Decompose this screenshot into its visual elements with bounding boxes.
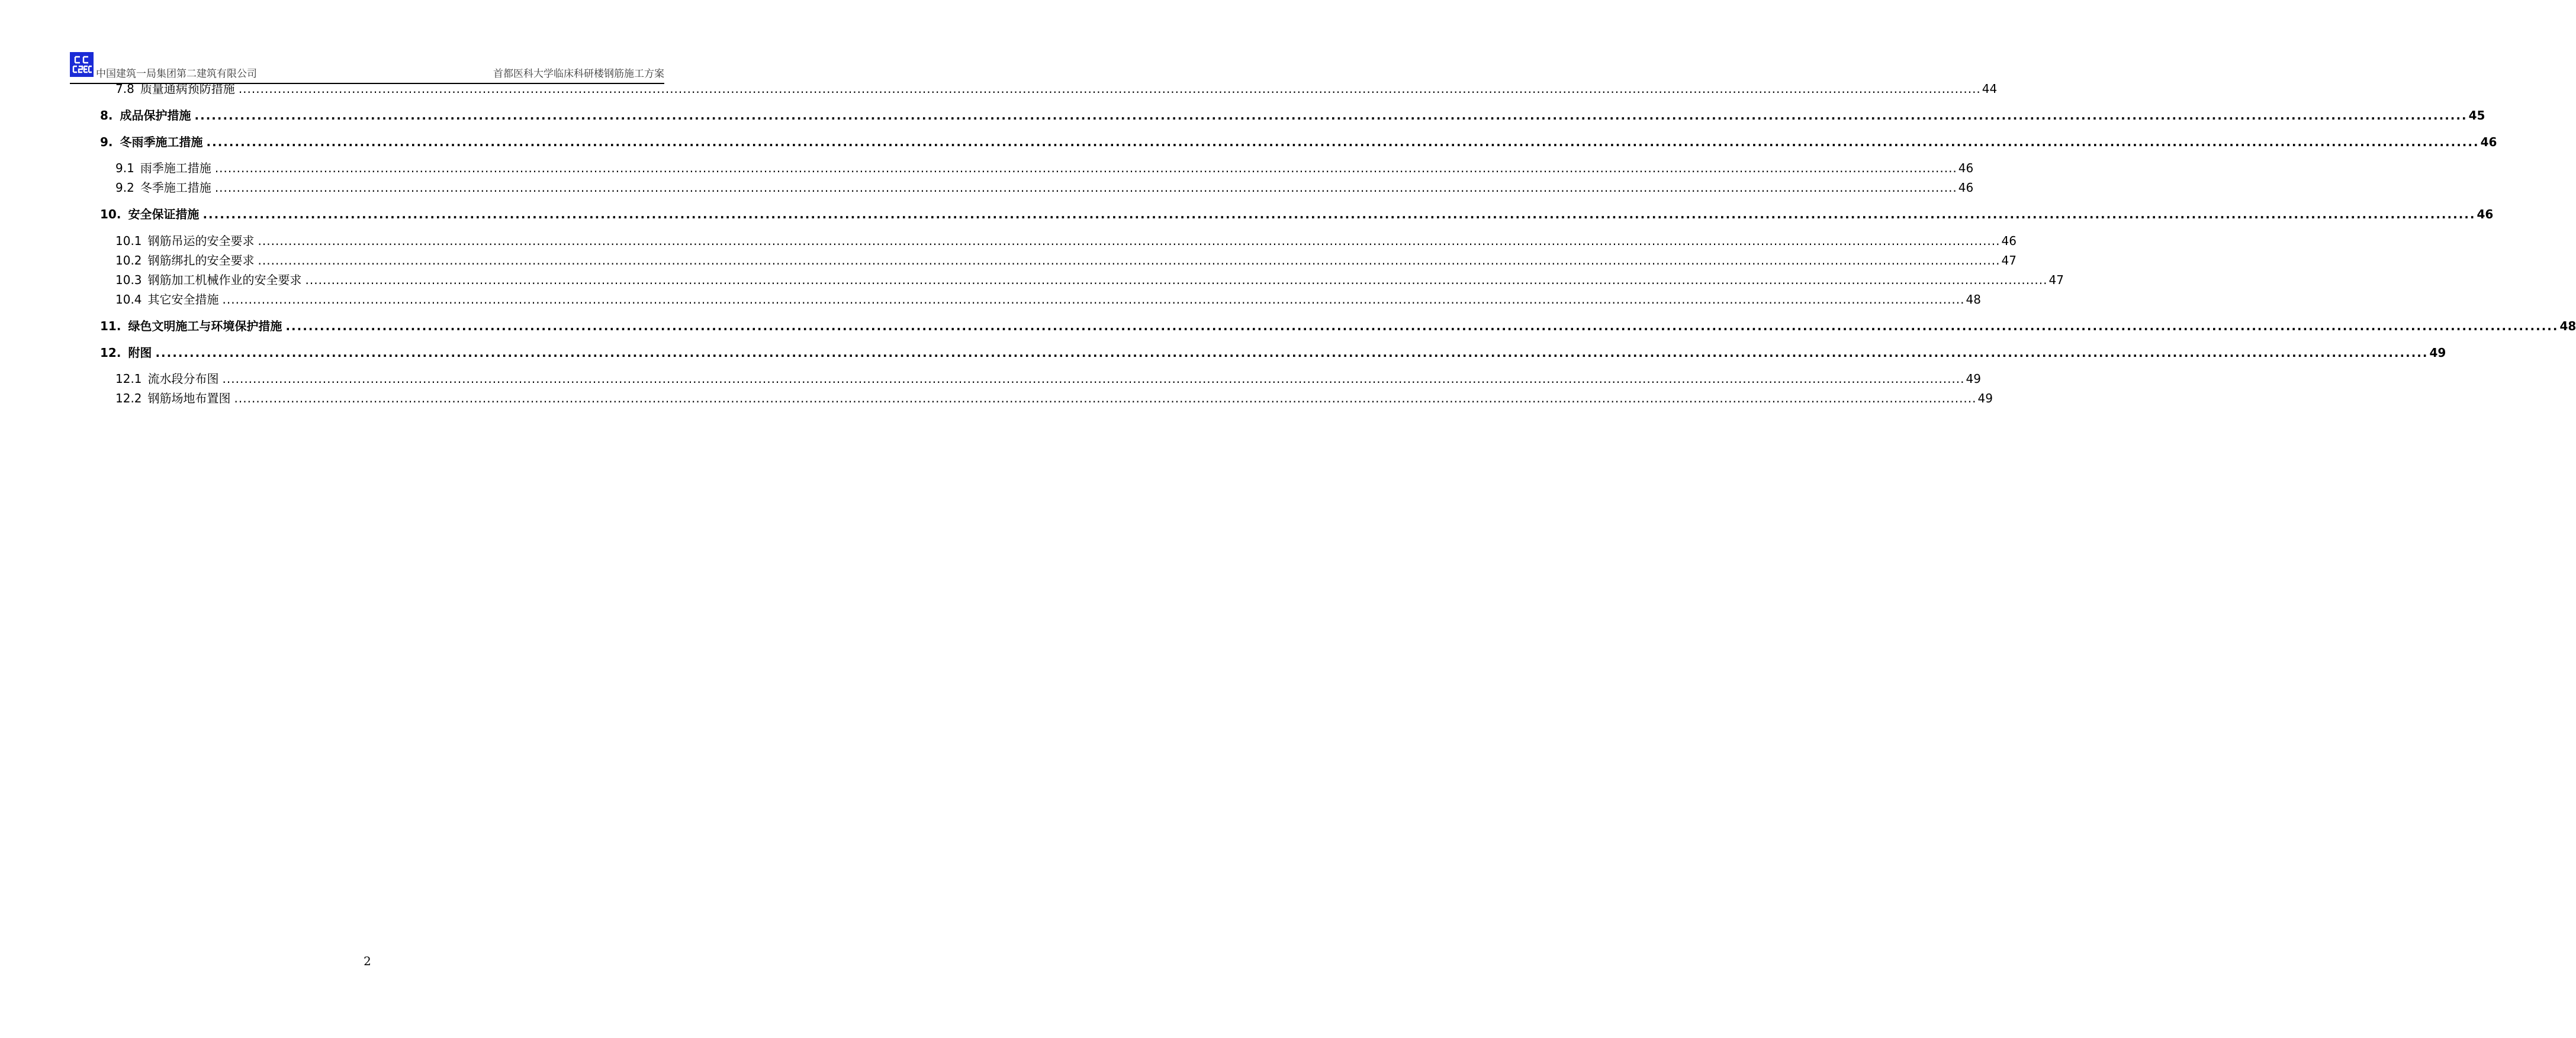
toc-entry-number: 9. xyxy=(100,135,113,149)
toc-entry-page: 48 xyxy=(1966,292,1981,307)
toc-dot-leader: ................................................................................................................................................................................................................................................................................................................................................................................................................ xyxy=(194,108,2468,123)
toc-dot-leader: ................................................................................................................................................................................................................................................................................................................................................................................................................ xyxy=(214,180,1957,195)
toc-entry-page: 48 xyxy=(2559,319,2576,333)
toc-entry-page: 46 xyxy=(2477,207,2494,221)
toc-entry-number: 10.3 xyxy=(115,273,142,287)
toc-entry-page: 49 xyxy=(1966,372,1981,386)
toc-entry[interactable] xyxy=(100,318,2576,334)
page-header xyxy=(70,52,664,84)
toc-entry[interactable] xyxy=(115,233,2017,249)
toc-entry-number: 12. xyxy=(100,346,121,360)
toc-entry[interactable] xyxy=(115,160,1974,176)
toc-dot-leader: ................................................................................................................................................................................................................................................................................................................................................................................................................ xyxy=(305,273,2048,287)
company-name: 中国建筑一局集团第二建筑有限公司 xyxy=(96,68,257,80)
toc-entry[interactable] xyxy=(100,107,2485,124)
toc-entry-title: 质量通病预防措施 xyxy=(140,82,235,96)
toc-entry-page: 47 xyxy=(2001,253,2017,267)
toc-dot-leader: ................................................................................................................................................................................................................................................................................................................................................................................................................ xyxy=(155,346,2429,360)
toc-dot-leader: ................................................................................................................................................................................................................................................................................................................................................................................................................ xyxy=(222,292,1965,307)
toc-entry[interactable] xyxy=(115,370,1981,387)
toc-dot-leader: ................................................................................................................................................................................................................................................................................................................................................................................................................ xyxy=(238,82,1981,96)
toc-dot-leader: ................................................................................................................................................................................................................................................................................................................................................................................................................ xyxy=(222,372,1965,386)
toc-entry-title: 钢筋绑扎的安全要求 xyxy=(147,253,255,267)
toc-dot-leader: ................................................................................................................................................................................................................................................................................................................................................................................................................ xyxy=(258,253,2001,267)
toc-entry-page: 44 xyxy=(1982,82,1998,96)
toc-entry[interactable] xyxy=(100,134,2497,150)
toc-entry-title: 附图 xyxy=(128,346,152,360)
toc-entry[interactable] xyxy=(100,344,2446,361)
page-number: 2 xyxy=(364,954,371,968)
toc-entry-number: 12.1 xyxy=(115,372,142,386)
toc-entry-title: 雨季施工措施 xyxy=(140,161,211,175)
toc-entry-page: 46 xyxy=(1958,180,1974,195)
toc-dot-leader: ................................................................................................................................................................................................................................................................................................................................................................................................................ xyxy=(214,161,1957,175)
toc-entry-page: 49 xyxy=(1977,391,1993,405)
toc-entry-title: 钢筋吊运的安全要求 xyxy=(147,234,255,248)
toc-entry-title: 流水段分布图 xyxy=(147,372,219,386)
toc-entry-title: 绿色文明施工与环境保护措施 xyxy=(128,319,282,333)
document-title: 首都医科大学临床科研楼钢筋施工方案 xyxy=(493,68,664,80)
toc-entry[interactable] xyxy=(115,390,1993,407)
toc-entry-title: 钢筋加工机械作业的安全要求 xyxy=(147,273,302,287)
toc-entry-number: 9.2 xyxy=(115,180,134,195)
toc-entry-page: 45 xyxy=(2468,108,2485,123)
toc-entry-title: 冬季施工措施 xyxy=(140,180,211,195)
toc-entry-number: 9.1 xyxy=(115,161,134,175)
toc-dot-leader: ................................................................................................................................................................................................................................................................................................................................................................................................................ xyxy=(258,234,2001,248)
toc-entry[interactable] xyxy=(115,179,1974,196)
toc-dot-leader: ................................................................................................................................................................................................................................................................................................................................................................................................................ xyxy=(206,135,2479,149)
toc-dot-leader: ................................................................................................................................................................................................................................................................................................................................................................................................................ xyxy=(285,319,2559,333)
toc-entry-title: 安全保证措施 xyxy=(128,207,200,221)
toc-entry-number: 7.8 xyxy=(115,82,134,96)
toc-entry-page: 46 xyxy=(2480,135,2497,149)
toc-entry-page: 46 xyxy=(1958,161,1974,175)
toc-entry-title: 其它安全措施 xyxy=(147,292,219,307)
toc-entry[interactable] xyxy=(115,291,1981,308)
toc-entry-number: 10.1 xyxy=(115,234,142,248)
toc-entry-title: 钢筋场地布置图 xyxy=(147,391,231,405)
toc-entry-title: 成品保护措施 xyxy=(120,108,191,123)
toc-dot-leader: ................................................................................................................................................................................................................................................................................................................................................................................................................ xyxy=(234,391,1977,405)
toc-entry-number: 10. xyxy=(100,207,121,221)
toc-entry-number: 10.4 xyxy=(115,292,142,307)
toc-entry-number: 12.2 xyxy=(115,391,142,405)
toc-entry[interactable] xyxy=(115,80,1998,97)
toc-entry-number: 11. xyxy=(100,319,121,333)
toc-entry-page: 47 xyxy=(2048,273,2064,287)
toc-entry[interactable] xyxy=(115,272,2064,288)
cscec-logo-icon xyxy=(70,52,94,77)
toc-entry[interactable] xyxy=(100,206,2494,223)
toc-entry-number: 8. xyxy=(100,108,113,123)
toc-entry-page: 49 xyxy=(2429,346,2446,360)
toc-entry-number: 10.2 xyxy=(115,253,142,267)
toc-entry[interactable] xyxy=(115,252,2017,269)
toc-entry-title: 冬雨季施工措施 xyxy=(120,135,203,149)
toc-dot-leader: ................................................................................................................................................................................................................................................................................................................................................................................................................ xyxy=(202,207,2476,221)
toc-entry-page: 46 xyxy=(2001,234,2017,248)
